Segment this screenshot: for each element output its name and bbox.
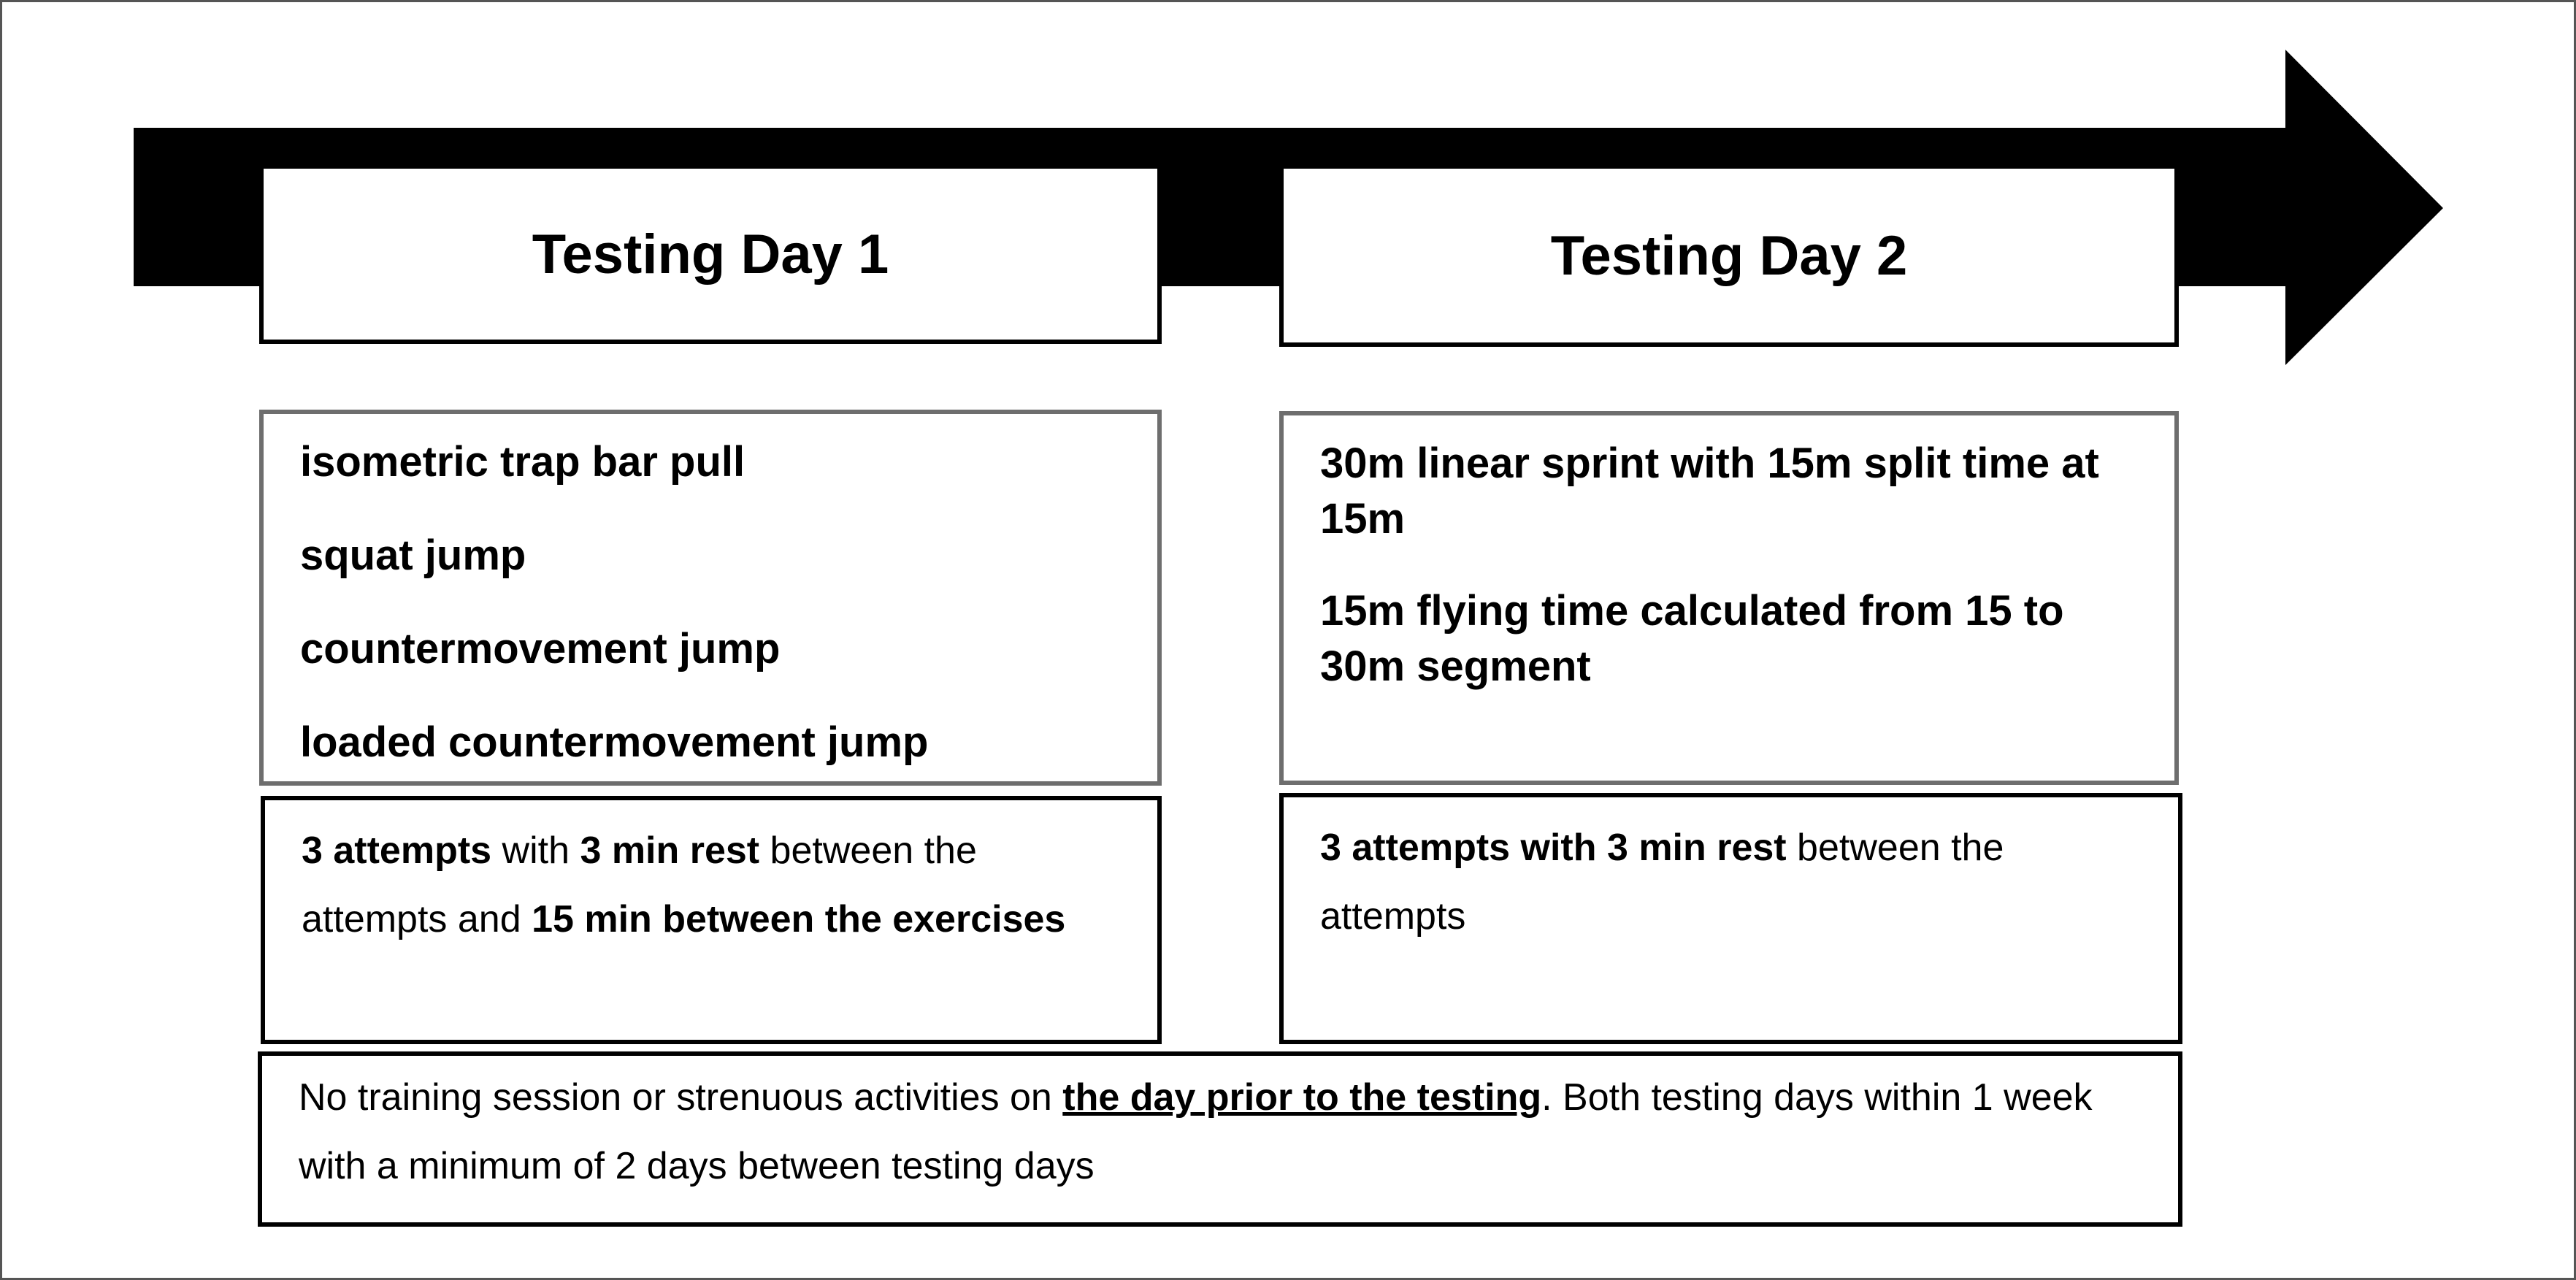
day-1-exercise: countermovement jump xyxy=(300,625,781,672)
testing-day-2-title: Testing Day 2 xyxy=(1550,224,1908,287)
day-2-protocol-box xyxy=(1279,793,2182,1044)
general-conditions-box xyxy=(258,1051,2182,1227)
day-1-exercise: squat jump xyxy=(300,532,526,579)
day-2-exercise-list xyxy=(1279,411,2179,785)
day-1-protocol-box xyxy=(261,796,1162,1044)
day-1-exercise-list xyxy=(259,410,1162,786)
testing-day-2-title-box xyxy=(1279,164,2179,347)
day-1-protocol-connector: with xyxy=(491,829,580,872)
day-1-attempts: 3 attempts xyxy=(302,829,492,872)
day-2-exercise: 30m linear sprint with 15m split time at 15m xyxy=(1320,440,2099,543)
day-2-protocol-text xyxy=(1320,813,2142,951)
day-1-protocol-connector: between the attempts and xyxy=(302,829,977,940)
testing-day-1-title: Testing Day 1 xyxy=(532,223,889,285)
day-2-protocol-connector: between the attempts xyxy=(1320,827,2004,938)
general-conditions-part: . Both testing days within 1 week with a minimum of 2 days between testing days xyxy=(299,1076,2093,1187)
day-1-exercise: loaded countermovement jump xyxy=(300,718,929,766)
day-1-rest: 3 min rest xyxy=(580,829,760,872)
day-1-exercise-rest: 15 min between the exercises xyxy=(532,898,1066,940)
day-1-protocol-text xyxy=(302,816,1121,954)
day-1-exercise: isometric trap bar pull xyxy=(300,438,745,486)
day-2-attempts-rest: 3 attempts with 3 min rest xyxy=(1320,827,1787,869)
testing-day-1-title-box xyxy=(259,164,1162,344)
day-prior-emphasis: the day prior to the testing xyxy=(1062,1076,1542,1119)
general-conditions-text xyxy=(299,1063,2142,1200)
day-2-exercise: 15m flying time calculated from 15 to 30m segment xyxy=(1320,587,2064,690)
general-conditions-part: No training session or strenuous activities on xyxy=(299,1076,1063,1119)
